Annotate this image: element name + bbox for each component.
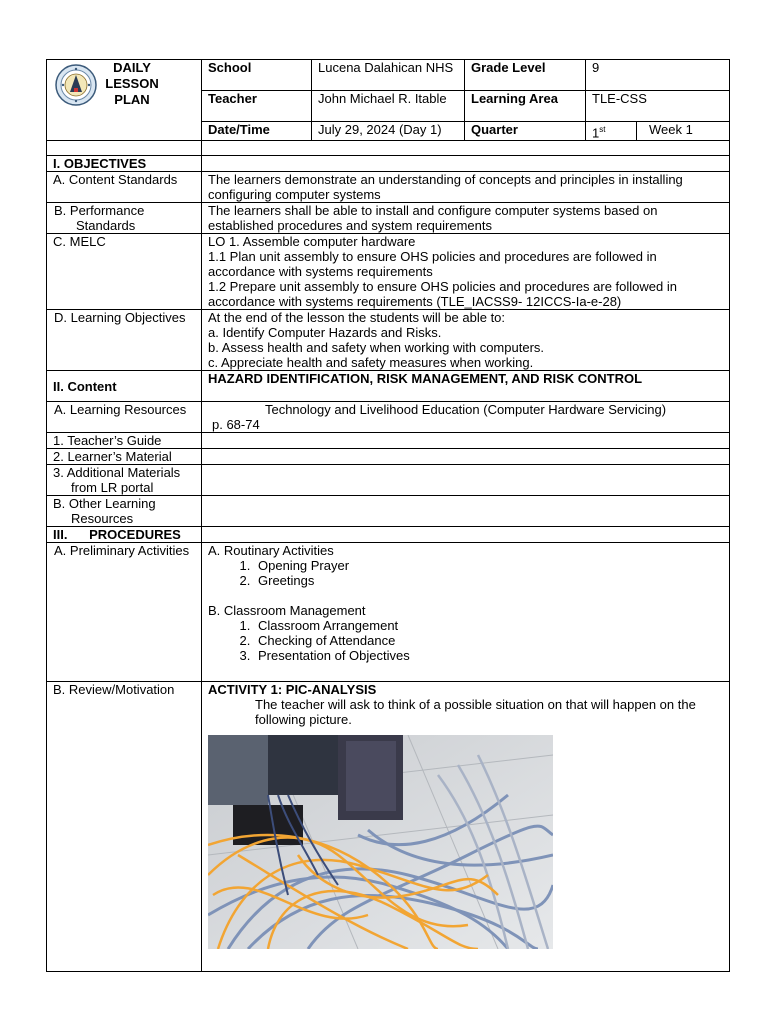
- list-item: 1. Opening Prayer: [254, 558, 723, 573]
- activity-title: ACTIVITY 1: PIC-ANALYSIS: [208, 682, 377, 698]
- logo-title-cell: [47, 60, 202, 141]
- blank-cell: [202, 527, 730, 543]
- review-motivation-label: B. Review/Motivation: [47, 682, 202, 972]
- classroom-management-list: [208, 618, 723, 663]
- content-heading: II. Content: [47, 371, 202, 402]
- learners-material-label: 2. Learner’s Material: [47, 449, 202, 465]
- quarter-value: 1st: [586, 122, 637, 141]
- blank-cell: [47, 141, 202, 156]
- document-title: DAILY LESSON PLAN: [105, 60, 159, 107]
- teacher-value: John Michael R. Itable: [312, 91, 465, 122]
- routinary-list: [208, 558, 723, 588]
- quarter-label: Quarter: [465, 122, 586, 141]
- blank-cell: [202, 496, 730, 527]
- lesson-plan-page: [46, 59, 729, 972]
- list-item: 2. Checking of Attendance: [254, 633, 723, 648]
- teacher-label: Teacher: [202, 91, 312, 122]
- learning-resources-text: Technology and Livelihood Education (Computer Hardware Servicing) p. 68-74: [202, 402, 730, 433]
- learning-objectives-label: D. Learning Objectives: [47, 310, 202, 371]
- blank-cell: [202, 433, 730, 449]
- learning-area-value: TLE-CSS: [586, 91, 730, 122]
- school-label: School: [202, 60, 312, 91]
- learning-resources-label: A. Learning Resources: [47, 402, 202, 433]
- blank-cell: [202, 141, 730, 156]
- teachers-guide-label: 1. Teacher’s Guide: [47, 433, 202, 449]
- preliminary-activities-label: A. Preliminary Activities: [47, 543, 202, 682]
- grade-level-label: Grade Level: [465, 60, 586, 91]
- blank-cell: [202, 156, 730, 172]
- melc-text: LO 1. Assemble computer hardware 1.1 Plan unit assembly to ensure OHS policies and procedures are followed in accordance with systems requirements 1.2 Prepare unit assembly to ensure OHS policies and procedures are followed in accordance with systems requirements (TLE_IACSS9- 12ICCS-Ia-e-28): [202, 234, 730, 310]
- list-item: 2. Greetings: [254, 573, 723, 588]
- content-topic: HAZARD IDENTIFICATION, RISK MANAGEMENT, AND RISK CONTROL: [202, 371, 730, 402]
- performance-standards-text: The learners shall be able to install and configure computer systems based on established procedures and system requirements: [202, 203, 730, 234]
- blank-cell: [202, 449, 730, 465]
- learning-area-label: Learning Area: [465, 91, 586, 122]
- melc-label: C. MELC: [47, 234, 202, 310]
- tangled-cables-photo: [208, 735, 553, 949]
- content-standards-text: The learners demonstrate an understanding of concepts and principles in installing configuring computer systems: [202, 172, 730, 203]
- lesson-plan-table: [46, 59, 730, 972]
- list-item: 3. Presentation of Objectives: [254, 648, 723, 663]
- procedures-heading: III. PROCEDURES: [47, 527, 202, 543]
- week-value: Week 1: [637, 122, 730, 141]
- review-motivation-content: [202, 682, 730, 972]
- date-time-label: Date/Time: [202, 122, 312, 141]
- school-value: Lucena Dalahican NHS: [312, 60, 465, 91]
- performance-standards-label: B. Performance Standards: [47, 203, 202, 234]
- blank-cell: [202, 465, 730, 496]
- content-standards-label: A. Content Standards: [47, 172, 202, 203]
- list-item: 1. Classroom Arrangement: [254, 618, 723, 633]
- date-time-value: July 29, 2024 (Day 1): [312, 122, 465, 141]
- activity-instructions: The teacher will ask to think of a possible situation on that will happen on the following picture.: [255, 697, 696, 728]
- learning-objectives-text: At the end of the lesson the students will be able to: a. Identify Computer Hazards and Risks. b. Assess health and safety when working with computers. c. Appreciate health and safety measures when working.: [202, 310, 730, 371]
- school-seal-icon: [55, 64, 97, 106]
- grade-level-value: 9: [586, 60, 730, 91]
- objectives-heading: I. OBJECTIVES: [47, 156, 202, 172]
- additional-materials-label: 3. Additional Materials from LR portal: [47, 465, 202, 496]
- preliminary-activities-content: A. Routinary Activities 1. Opening Prayer 2. Greetings B. Classroom Management 1. Classroom Arrangement 2. Checking of Attendance 3. Presentation of Objectives: [202, 543, 730, 682]
- other-resources-label: B. Other Learning Resources: [47, 496, 202, 527]
